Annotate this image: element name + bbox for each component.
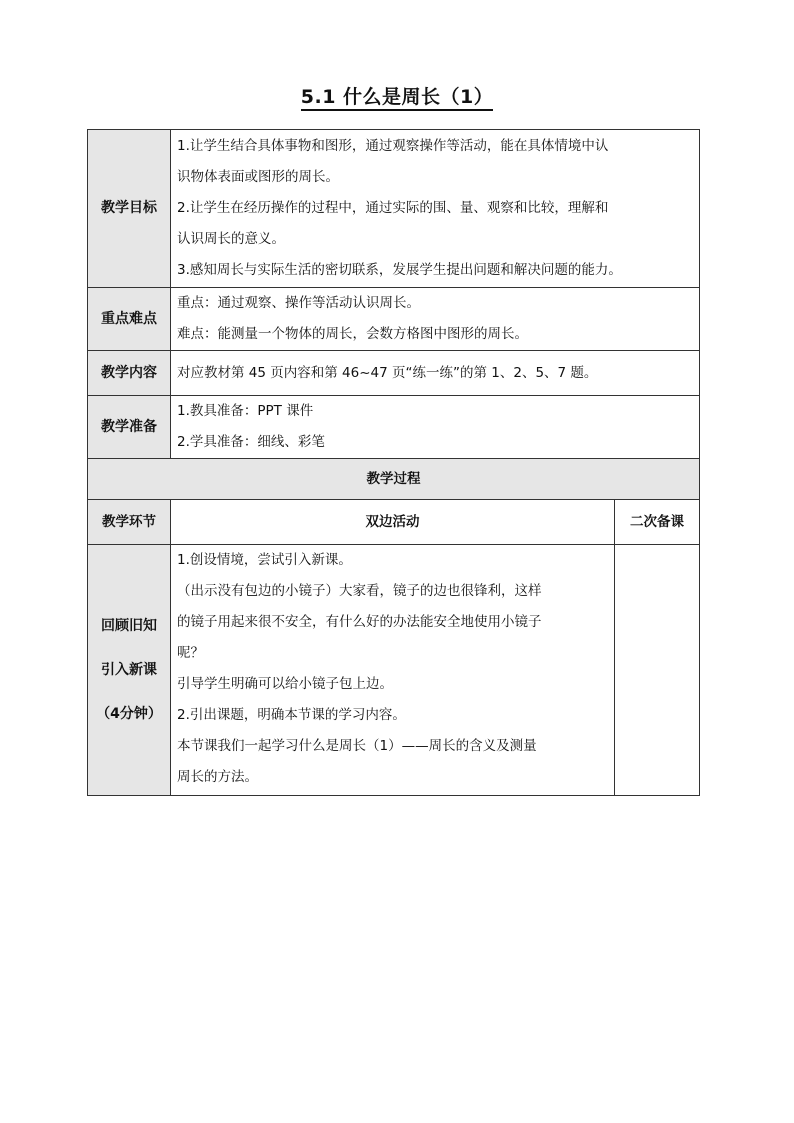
goals-row	[88, 130, 700, 288]
review-label-line: 引入新课	[101, 662, 157, 678]
content-label: 教学内容	[88, 351, 171, 396]
review-notes	[615, 545, 700, 796]
prep-line: 2.学具准备：细线、彩笔	[177, 434, 325, 450]
content-text: 对应教材第 45 页内容和第 46~47 页“练一练”的第 1、2、5、7 题。	[171, 351, 700, 396]
key-points-content	[171, 288, 700, 351]
col-stage: 教学环节	[88, 500, 171, 545]
review-row	[88, 545, 700, 796]
review-line: 2.引出课题，明确本节课的学习内容。	[177, 707, 406, 723]
process-header: 教学过程	[88, 459, 700, 500]
prep-line: 1.教具准备：PPT 课件	[177, 403, 314, 419]
review-line: （出示没有包边的小镜子）大家看，镜子的边也很锋利，这样	[177, 583, 542, 599]
goals-line: 1.让学生结合具体事物和图形，通过观察操作等活动，能在具体情境中认	[177, 138, 609, 154]
review-line: 引导学生明确可以给小镜子包上边。	[177, 676, 393, 692]
page-title	[0, 82, 794, 109]
key-points-label: 重点难点	[88, 288, 171, 351]
prep-content	[171, 396, 700, 459]
review-line: 的镜子用起来很不安全，有什么好的办法能安全地使用小镜子	[177, 614, 542, 630]
page-title-text: 5.1 什么是周长（1）	[301, 86, 494, 111]
review-label	[88, 545, 171, 796]
goals-line: 2.让学生在经历操作的过程中，通过实际的围、量、观察和比较，理解和	[177, 200, 609, 216]
difficulty-line: 难点：能测量一个物体的周长，会数方格图中图形的周长。	[177, 326, 528, 342]
column-header-row	[88, 500, 700, 545]
review-line: 本节课我们一起学习什么是周长（1）——周长的含义及测量	[177, 738, 537, 754]
goals-line: 3.感知周长与实际生活的密切联系，发展学生提出问题和解决问题的能力。	[177, 262, 622, 278]
col-notes: 二次备课	[615, 500, 700, 545]
col-activity: 双边活动	[171, 500, 615, 545]
review-content	[171, 545, 615, 796]
review-line: 1.创设情境，尝试引入新课。	[177, 552, 352, 568]
review-label-line: 回顾旧知	[101, 618, 157, 634]
lesson-plan-table	[87, 129, 700, 796]
prep-row	[88, 396, 700, 459]
goals-content	[171, 130, 700, 288]
review-line: 周长的方法。	[177, 769, 258, 785]
prep-label: 教学准备	[88, 396, 171, 459]
content-row	[88, 351, 700, 396]
review-line: 呢？	[177, 645, 204, 661]
goals-line: 认识周长的意义。	[177, 231, 285, 247]
goals-line: 识物体表面或图形的周长。	[177, 169, 339, 185]
key-points-row	[88, 288, 700, 351]
review-label-line: （4分钟）	[96, 706, 162, 722]
process-header-row	[88, 459, 700, 500]
key-point-line: 重点：通过观察、操作等活动认识周长。	[177, 295, 420, 311]
goals-label: 教学目标	[88, 130, 171, 288]
